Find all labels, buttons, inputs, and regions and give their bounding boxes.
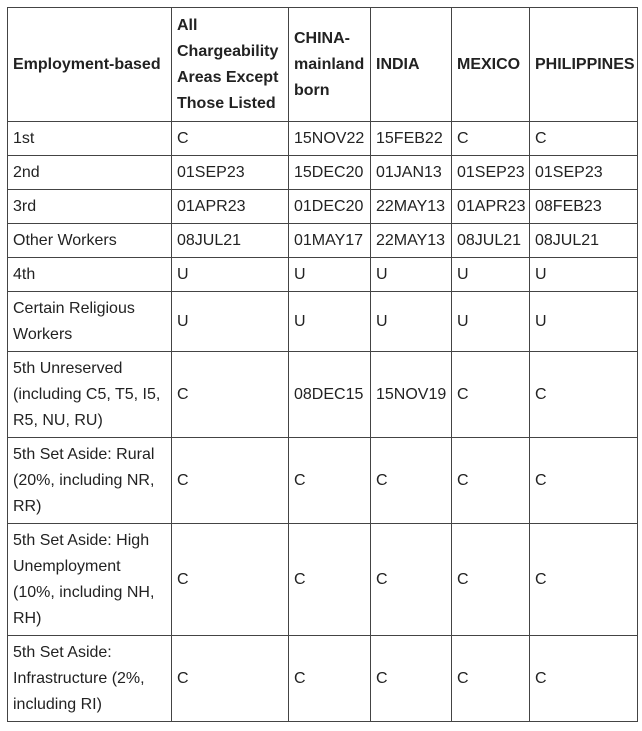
date-cell: 22MAY13 — [371, 190, 452, 224]
date-cell: C — [172, 524, 289, 636]
date-cell: 01JAN13 — [371, 156, 452, 190]
date-cell: C — [289, 636, 371, 722]
date-cell: U — [530, 258, 638, 292]
header-employment-based: Employment-based — [8, 8, 172, 122]
date-cell: C — [289, 438, 371, 524]
table-row — [8, 190, 638, 224]
row-category-cell: 2nd — [8, 156, 172, 190]
date-cell: 08JUL21 — [530, 224, 638, 258]
date-cell: 01APR23 — [452, 190, 530, 224]
row-category-cell: 5th Set Aside: Rural (20%, including NR, RR) — [8, 438, 172, 524]
date-cell: 08DEC15 — [289, 352, 371, 438]
date-cell: C — [452, 352, 530, 438]
date-cell: 08JUL21 — [452, 224, 530, 258]
date-cell: U — [452, 258, 530, 292]
table-row — [8, 258, 638, 292]
date-cell: 15FEB22 — [371, 122, 452, 156]
date-cell: 15NOV22 — [289, 122, 371, 156]
header-mexico: MEXICO — [452, 8, 530, 122]
date-cell: 01APR23 — [172, 190, 289, 224]
date-cell: C — [172, 438, 289, 524]
table-row — [8, 292, 638, 352]
table-row — [8, 524, 638, 636]
final-action-dates-table — [7, 7, 638, 722]
row-category-cell: 5th Set Aside: Infrastructure (2%, including RI) — [8, 636, 172, 722]
date-cell: C — [289, 524, 371, 636]
date-cell: C — [530, 122, 638, 156]
date-cell: 01MAY17 — [289, 224, 371, 258]
date-cell: C — [371, 438, 452, 524]
date-cell: C — [172, 122, 289, 156]
date-cell: 22MAY13 — [371, 224, 452, 258]
row-category-cell: 4th — [8, 258, 172, 292]
date-cell: C — [172, 352, 289, 438]
table-row — [8, 438, 638, 524]
date-cell: U — [452, 292, 530, 352]
date-cell: 15NOV19 — [371, 352, 452, 438]
table-row — [8, 122, 638, 156]
header-philippines: PHILIPPINES — [530, 8, 638, 122]
date-cell: U — [530, 292, 638, 352]
date-cell: C — [530, 524, 638, 636]
date-cell: C — [452, 524, 530, 636]
date-cell: U — [172, 258, 289, 292]
row-category-cell: 5th Set Aside: High Unemployment (10%, including NH, RH) — [8, 524, 172, 636]
date-cell: C — [530, 352, 638, 438]
table-header-row — [8, 8, 638, 122]
date-cell: C — [172, 636, 289, 722]
date-cell: U — [371, 258, 452, 292]
row-category-cell: 5th Unreserved (including C5, T5, I5, R5, NU, RU) — [8, 352, 172, 438]
date-cell: U — [289, 258, 371, 292]
date-cell: C — [452, 122, 530, 156]
row-category-cell: 3rd — [8, 190, 172, 224]
date-cell: 01SEP23 — [172, 156, 289, 190]
header-china: CHINA-mainland born — [289, 8, 371, 122]
date-cell: 01DEC20 — [289, 190, 371, 224]
table-row — [8, 156, 638, 190]
table-row — [8, 352, 638, 438]
row-category-cell: Other Workers — [8, 224, 172, 258]
row-category-cell: 1st — [8, 122, 172, 156]
date-cell: 01SEP23 — [530, 156, 638, 190]
date-cell: 01SEP23 — [452, 156, 530, 190]
table-row — [8, 636, 638, 722]
date-cell: 08FEB23 — [530, 190, 638, 224]
date-cell: C — [371, 636, 452, 722]
date-cell: 08JUL21 — [172, 224, 289, 258]
date-cell: C — [452, 636, 530, 722]
table-row — [8, 224, 638, 258]
date-cell: U — [172, 292, 289, 352]
date-cell: C — [530, 636, 638, 722]
date-cell: C — [530, 438, 638, 524]
date-cell: C — [452, 438, 530, 524]
date-cell: C — [371, 524, 452, 636]
row-category-cell: Certain Religious Workers — [8, 292, 172, 352]
date-cell: 15DEC20 — [289, 156, 371, 190]
date-cell: U — [289, 292, 371, 352]
header-all-chargeability: All Chargeability Areas Except Those Listed — [172, 8, 289, 122]
header-india: INDIA — [371, 8, 452, 122]
date-cell: U — [371, 292, 452, 352]
